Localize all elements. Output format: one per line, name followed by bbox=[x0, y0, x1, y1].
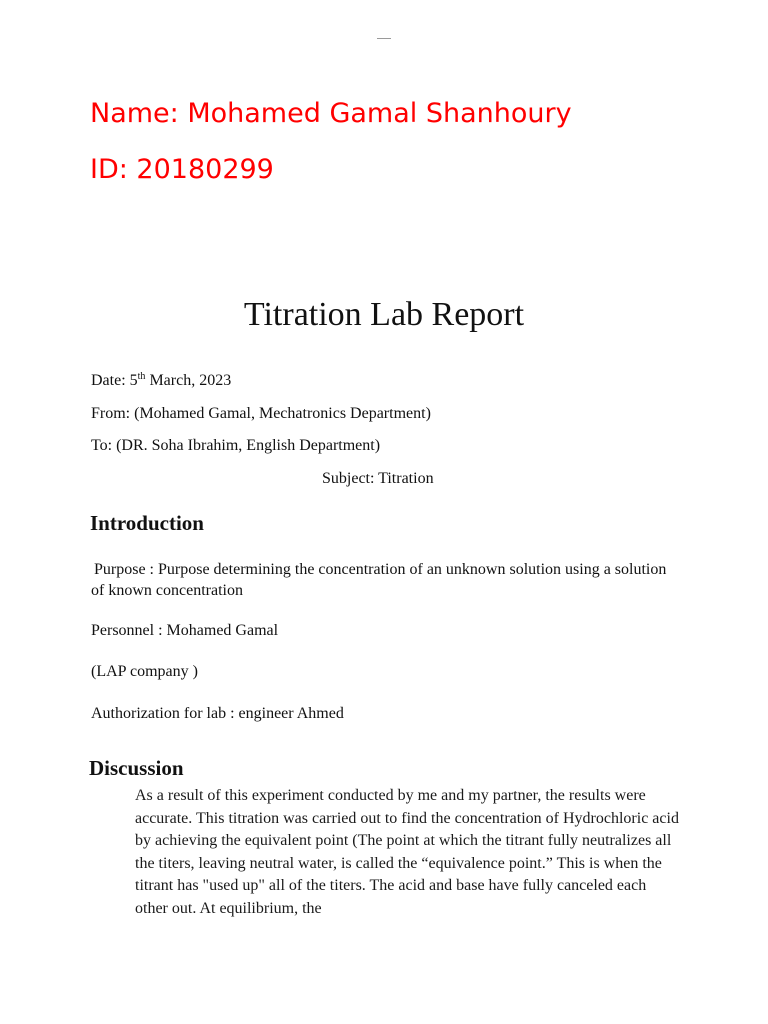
authorization-line: Authorization for lab : engineer Ahmed bbox=[91, 705, 344, 722]
memo-date-superscript: th bbox=[137, 371, 146, 382]
header-mark bbox=[377, 38, 391, 39]
student-id: ID: 20180299 bbox=[90, 154, 274, 185]
student-name: Name: Mohamed Gamal Shanhoury bbox=[90, 98, 572, 129]
report-title: Titration Lab Report bbox=[243, 296, 525, 333]
discussion-paragraph: As a result of this experiment conducted by me and my partner, the results were accurate. This titration was carried out to find the concentration of Hydrochloric acid by achieving the equivalent point (The point at which the titrant fully neutralizes all the titers, leaving neutral water, is called the “equivalence point.” This is when the titrant has "used up" all of the titers. The acid and base have fully canceled each other out. At equilibrium, the bbox=[135, 787, 679, 917]
memo-from: From: (Mohamed Gamal, Mechatronics Department) bbox=[91, 405, 431, 422]
memo-date-prefix: Date: 5 bbox=[91, 372, 138, 389]
memo-date bbox=[91, 371, 231, 391]
company-line: (LAP company ) bbox=[91, 663, 198, 680]
memo-to: To: (DR. Soha Ibrahim, English Department) bbox=[91, 437, 381, 454]
personnel-line: Personnel : Mohamed Gamal bbox=[91, 622, 279, 639]
introduction-heading: Introduction bbox=[90, 511, 204, 535]
discussion-heading: Discussion bbox=[89, 756, 184, 780]
memo-date-suffix: March, 2023 bbox=[145, 372, 232, 389]
purpose-paragraph: Purpose : Purpose determining the concentration of an unknown solution using a solution of known concentration bbox=[91, 561, 667, 599]
memo-subject: Subject: Titration bbox=[322, 470, 434, 487]
